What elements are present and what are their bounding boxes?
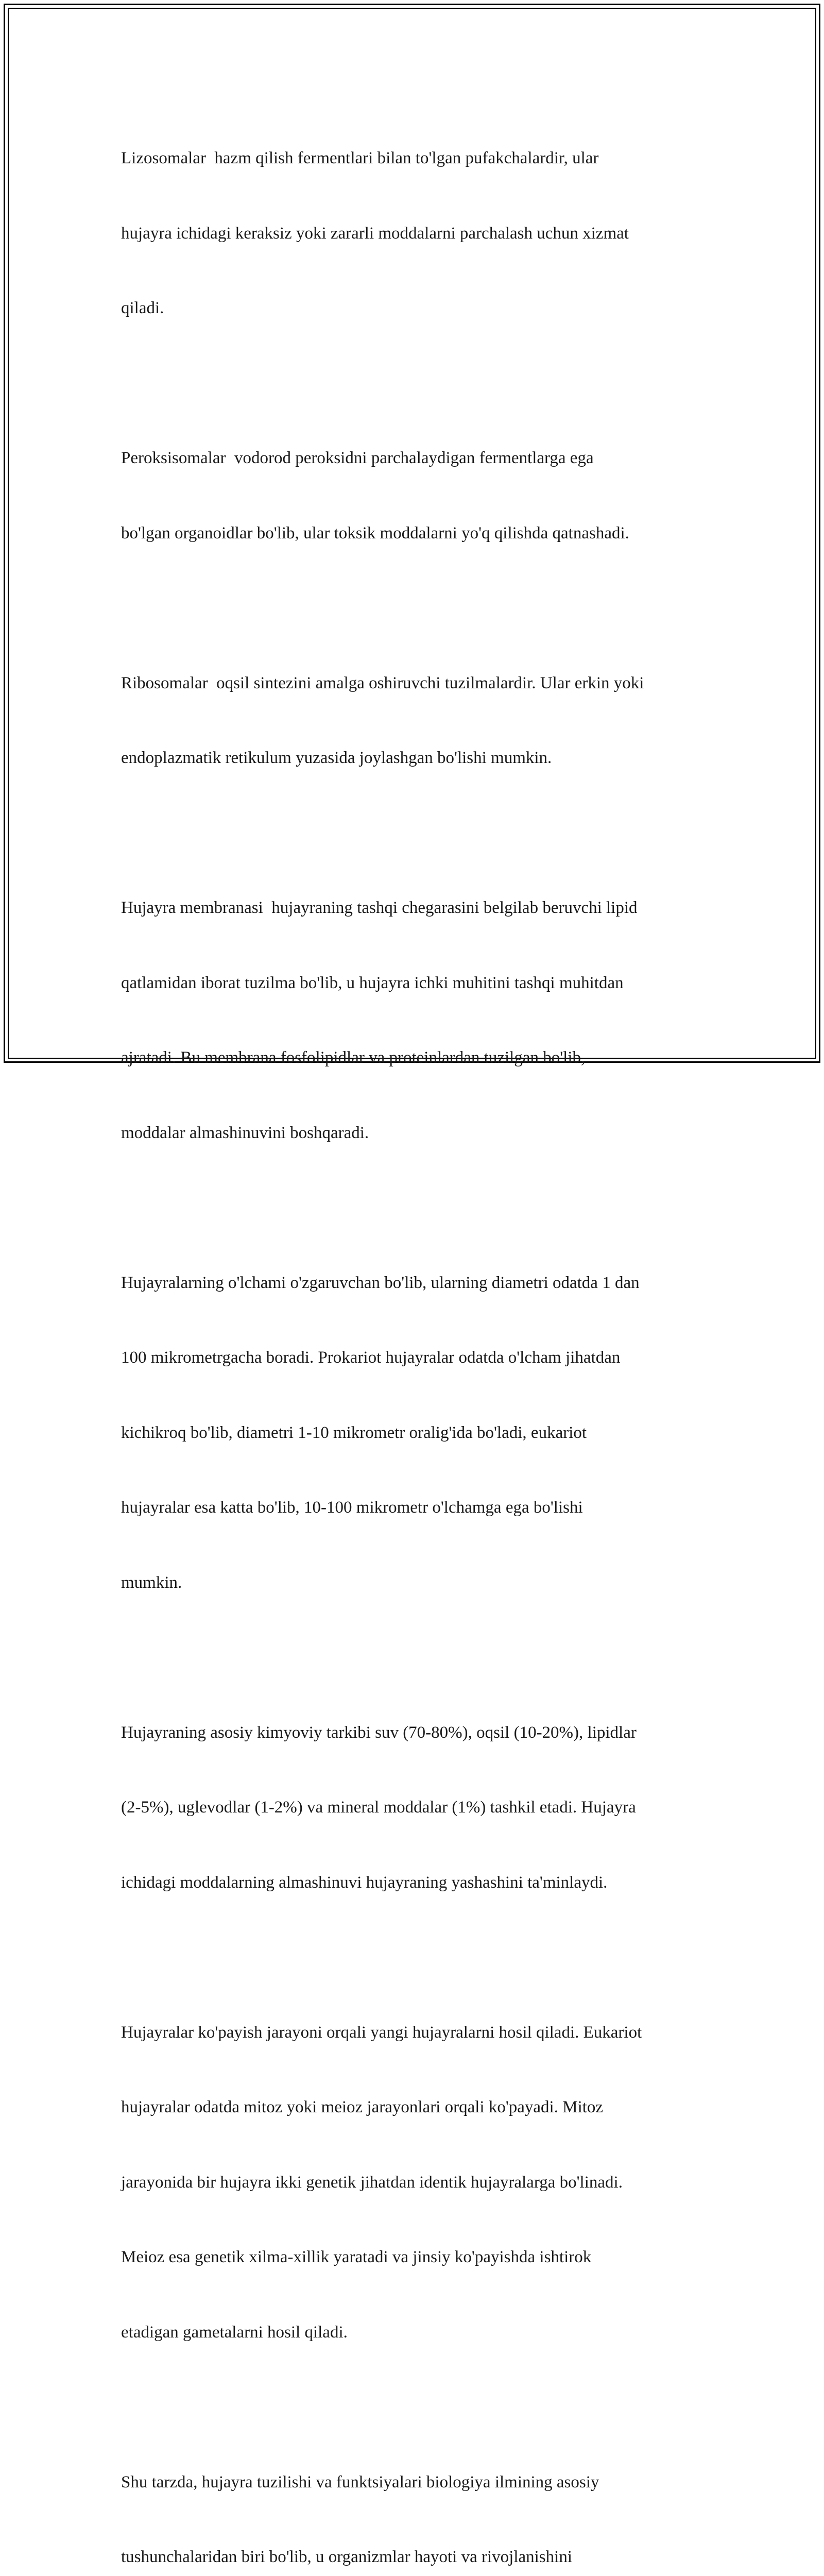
text-line: hujayra ichidagi keraksiz yoki zararli moddalarni parchalash uchun xizmat <box>121 221 718 246</box>
paragraph-conclusion <box>121 2420 718 2576</box>
text-line: tushunchalaridan biri bo'lib, u organizmlar hayoti va rivojlanishini <box>121 2545 718 2570</box>
text-line: 100 mikrometrgacha boradi. Prokariot hujayralar odatda o'lcham jihatdan <box>121 1345 718 1370</box>
text-line: hujayralar esa katta bo'lib, 10-100 mikrometr o'lchamga ega bo'lishi <box>121 1495 718 1520</box>
document-body <box>121 96 718 2576</box>
paragraph-chemical-composition <box>121 1670 718 1945</box>
text-line: endoplazmatik retikulum yuzasida joylashgan bo'lishi mumkin. <box>121 745 718 771</box>
paragraph-cell-reproduction <box>121 1970 718 2395</box>
text-line: Peroksisomalar vodorod peroksidni parchalaydigan fermentlarga ega <box>121 446 718 471</box>
text-line: Ribosomalar oqsil sintezini amalga oshiruvchi tuzilmalardir. Ular erkin yoki <box>121 671 718 696</box>
text-line: ichidagi moddalarning almashinuvi hujayraning yashashini ta'minlaydi. <box>121 1870 718 1895</box>
text-line: Hujayra membranasi hujayraning tashqi chegarasini belgilab beruvchi lipid <box>121 895 718 921</box>
text-line: Meioz esa genetik xilma-xillik yaratadi va jinsiy ko'payishda ishtirok <box>121 2245 718 2270</box>
text-line: mumkin. <box>121 1570 718 1596</box>
text-line: Hujayralar ko'payish jarayoni orqali yangi hujayralarni hosil qiladi. Eukariot <box>121 2020 718 2045</box>
paragraph-lysosomes <box>121 96 718 371</box>
text-line: etadigan gametalarni hosil qiladi. <box>121 2320 718 2345</box>
text-line: Hujayralarning o'lchami o'zgaruvchan bo'lib, ularning diametri odatda 1 dan <box>121 1270 718 1296</box>
paragraph-ribosomes <box>121 621 718 821</box>
text-line: ajratadi. Bu membrana fosfolipidlar va proteinlardan tuzilgan bo'lib, <box>121 1045 718 1071</box>
paragraph-cell-membrane <box>121 845 718 1195</box>
paragraph-peroxisomes <box>121 396 718 596</box>
text-line: qatlamidan iborat tuzilma bo'lib, u hujayra ichki muhitini tashqi muhitdan <box>121 971 718 996</box>
text-line: qiladi. <box>121 296 718 321</box>
paragraph-cell-size <box>121 1221 718 1646</box>
text-line: Lizosomalar hazm qilish fermentlari bilan to'lgan pufakchalardir, ular <box>121 146 718 171</box>
text-line: jarayonida bir hujayra ikki genetik jihatdan identik hujayralarga bo'linadi. <box>121 2170 718 2195</box>
text-line: Hujayraning asosiy kimyoviy tarkibi suv (70-80%), oqsil (10-20%), lipidlar <box>121 1720 718 1745</box>
text-line: moddalar almashinuvini boshqaradi. <box>121 1121 718 1146</box>
text-line: (2-5%), uglevodlar (1-2%) va mineral moddalar (1%) tashkil etadi. Hujayra <box>121 1795 718 1820</box>
text-line: bo'lgan organoidlar bo'lib, ular toksik moddalarni yo'q qilishda qatnashadi. <box>121 521 718 546</box>
text-line: kichikroq bo'lib, diametri 1-10 mikrometr oralig'ida bo'ladi, eukariot <box>121 1420 718 1446</box>
text-line: hujayralar odatda mitoz yoki meioz jarayonlari orqali ko'payadi. Mitoz <box>121 2095 718 2120</box>
text-line: Shu tarzda, hujayra tuzilishi va funktsiyalari biologiya ilmining asosiy <box>121 2470 718 2495</box>
